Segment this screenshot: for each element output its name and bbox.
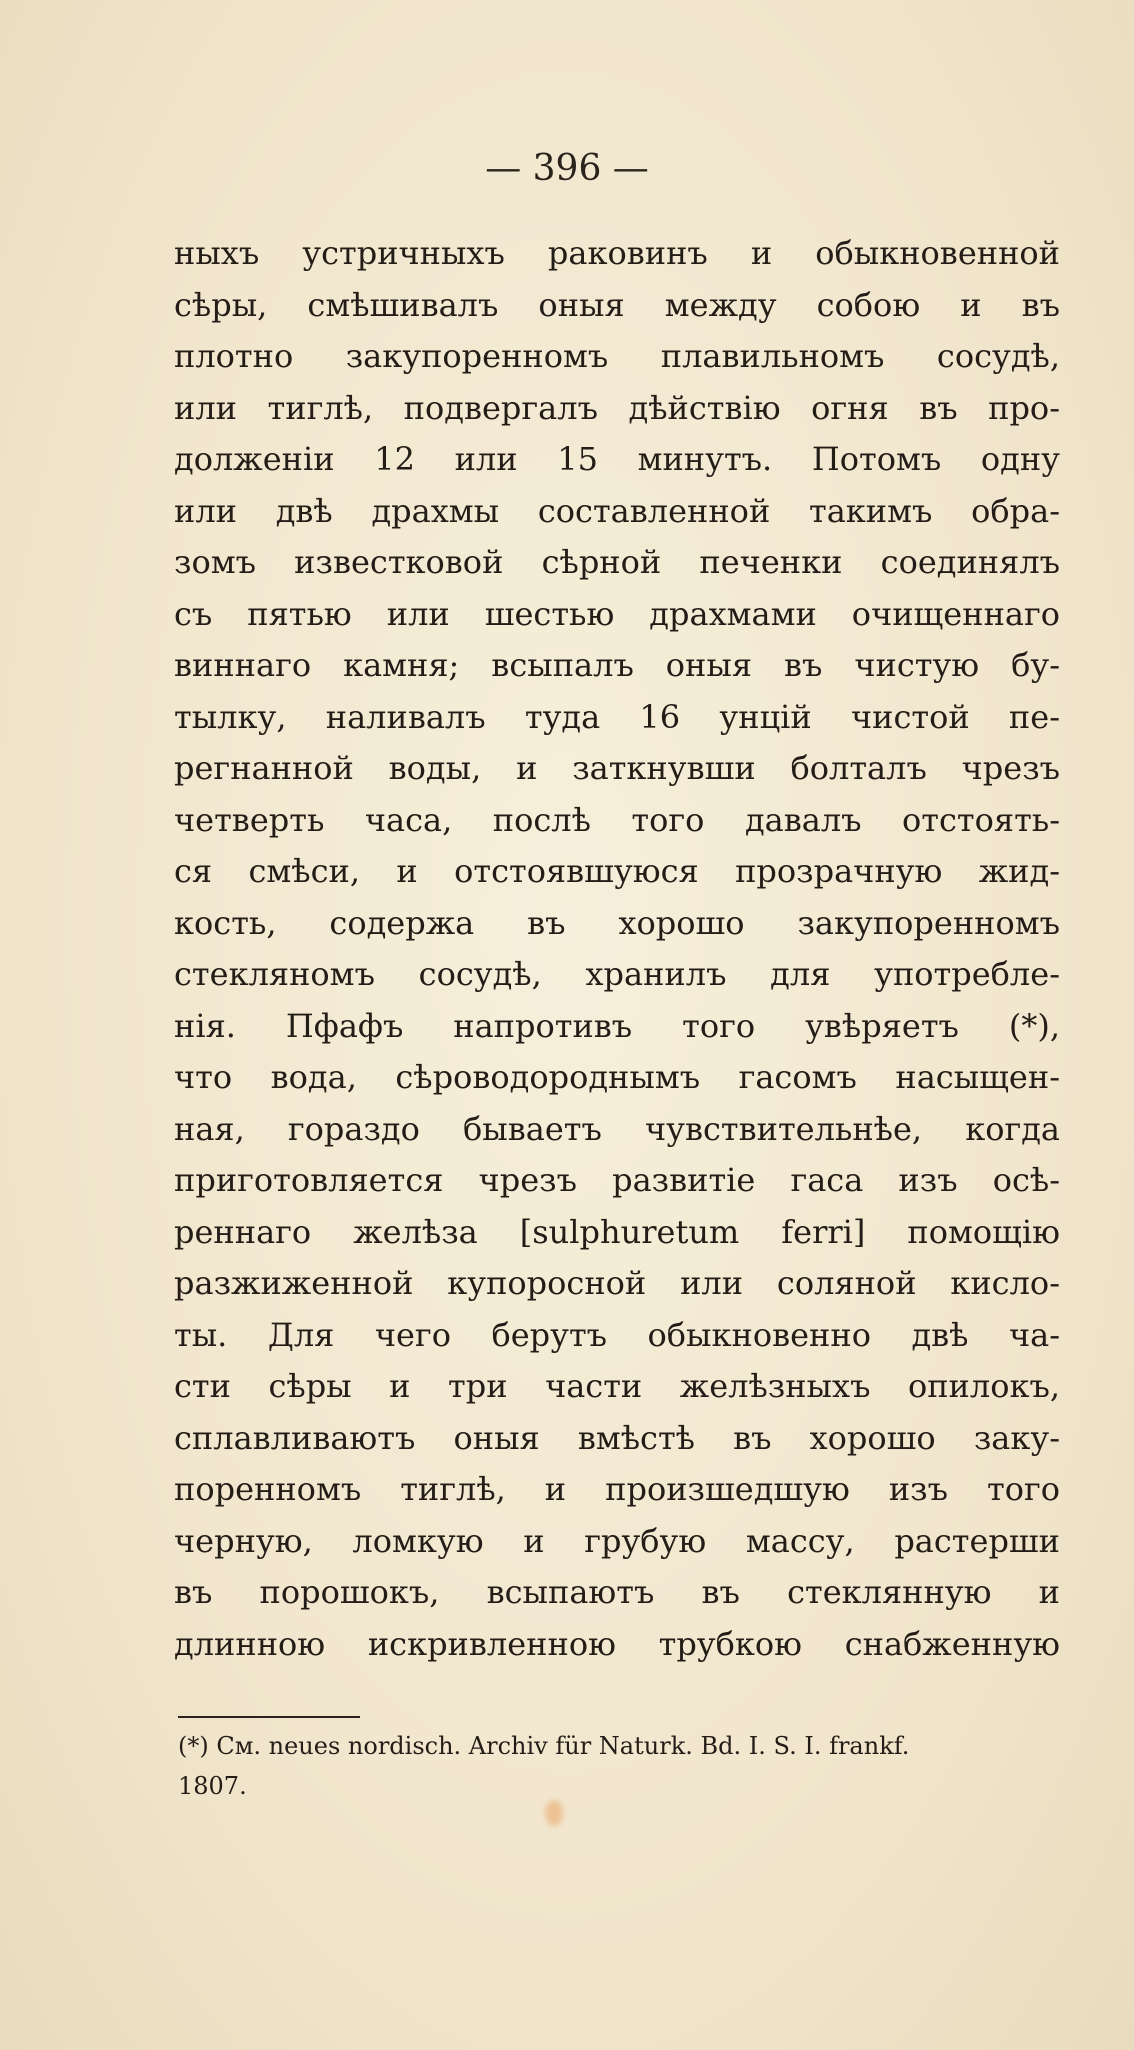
paper-stain (545, 1800, 563, 1826)
text-line: разжиженной купоросной или соляной кисло- (174, 1264, 1060, 1302)
text-line: виннаго камня; всыпалъ оныя въ чистую бу- (174, 646, 1060, 684)
footnote-line: (*) См. neues nordisch. Archiv für Naturk. Bd. I. S. I. frankf. (178, 1732, 910, 1760)
text-line: зомъ известковой сѣрной печенки соединялъ (174, 543, 1060, 581)
text-line: тылку, наливалъ туда 16 унцiй чистой пе- (174, 697, 1060, 736)
footnote (178, 1726, 1058, 1806)
text-line: стекляномъ сосудѣ, хранилъ для употребле- (174, 955, 1060, 993)
footnote-line: 1807. (178, 1772, 247, 1800)
text-line: плотно закупоренномъ плавильномъ сосудѣ, (174, 337, 1060, 375)
text-line: или тиглѣ, подвергалъ дѣйствiю огня въ про- (174, 388, 1060, 427)
text-line: съ пятью или шестью драхмами очищеннаго (174, 594, 1060, 633)
text-line: въ порошокъ, всыпаютъ въ стеклянную и (174, 1573, 1060, 1611)
text-line: ныхъ устричныхъ раковинъ и обыкновенной (174, 234, 1060, 272)
text-line: ся смѣси, и отстоявшуюся прозрачную жид- (174, 852, 1060, 890)
text-line: регнанной воды, и заткнувши болталъ чрезъ (174, 749, 1060, 787)
text-line: сплавливаютъ оныя вмѣстѣ въ хорошо заку- (174, 1418, 1060, 1457)
text-line: ты. Для чего берутъ обыкновенно двѣ ча- (174, 1315, 1060, 1354)
text-line: или двѣ драхмы составленной такимъ обра- (174, 491, 1060, 530)
text-line: черную, ломкую и грубую массу, растерши (174, 1521, 1060, 1560)
body-text (174, 228, 1060, 1670)
text-line: реннаго желѣза [sulphuretum ferri] помощiю (174, 1212, 1060, 1251)
text-line: нiя. Пфафъ напротивъ того увѣряетъ (*), (174, 1006, 1060, 1045)
text-line: что вода, сѣроводороднымъ гасомъ насыщен- (174, 1058, 1060, 1096)
text-line: сѣры, смѣшивалъ оныя между собою и въ (174, 285, 1060, 324)
text-line: кость, содержа въ хорошо закупоренномъ (174, 903, 1060, 942)
text-line: сти сѣры и три части желѣзныхъ опилокъ, (174, 1367, 1060, 1405)
text-line: длинною искривленною трубкою снабженную (174, 1624, 1060, 1663)
text-line: долженiи 12 или 15 минутъ. Потомъ одну (174, 440, 1060, 478)
page-number: — 396 — (485, 148, 649, 189)
text-line: приготовляется чрезъ развитiе гаса изъ осѣ- (174, 1161, 1060, 1199)
footnote-divider (178, 1716, 360, 1718)
text-line: четверть часа, послѣ того давалъ отстоять- (174, 800, 1060, 839)
text-line: ная, гораздо бываетъ чувствительнѣе, когда (174, 1109, 1060, 1148)
text-line: поренномъ тиглѣ, и произшедшую изъ того (174, 1470, 1060, 1508)
